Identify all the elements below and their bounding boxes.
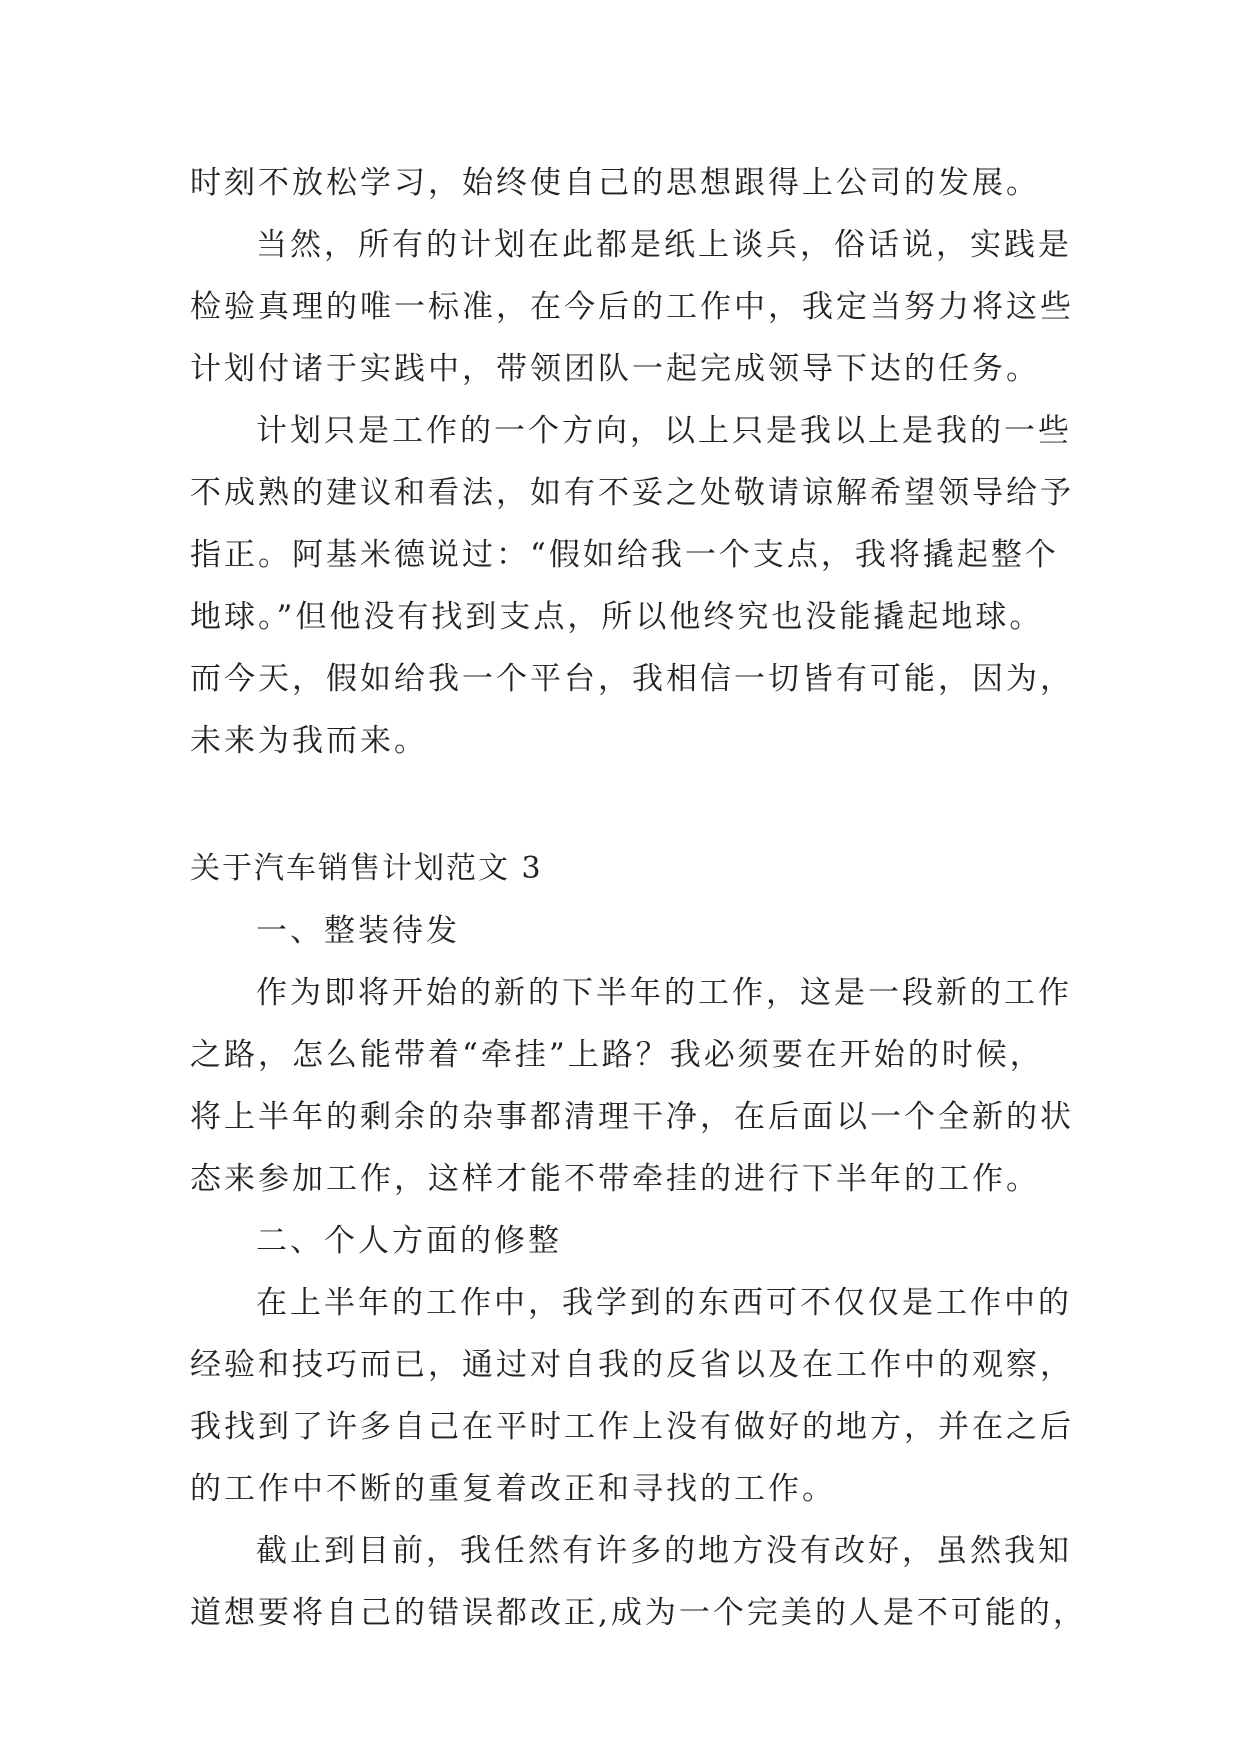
text-line: 计划付诸于实践中，带领团队一起完成领导下达的任务。 [190, 351, 1040, 387]
document-body [190, 152, 1087, 1644]
text-line: 的工作中不断的重复着改正和寻找的工作。 [190, 1471, 836, 1507]
text-line: 在上半年的工作中，我学到的东西可不仅仅是工作中的 [256, 1285, 1072, 1321]
paragraph-start [190, 962, 1074, 1210]
text-line: 作为即将开始的新的下半年的工作，这是一段新的工作 [256, 975, 1072, 1011]
text-line: 指正。阿基米德说过：“假如给我一个支点，我将撬起整个 [190, 537, 1059, 573]
text-line: 当然，所有的计划在此都是纸上谈兵，俗话说，实践是 [256, 227, 1072, 263]
text-line: 不成熟的建议和看法，如有不妥之处敬请谅解希望领导给予 [190, 475, 1074, 511]
text-line: 我找到了许多自己在平时工作上没有做好的地方，并在之后 [190, 1409, 1074, 1445]
text-line: 检验真理的唯一标准，在今后的工作中，我定当努力将这些 [190, 289, 1074, 325]
text-line: 之路，怎么能带着“牵挂”上路？我必须要在开始的时候， [190, 1037, 1044, 1073]
subheading-2: 二、个人方面的修整 [256, 1223, 562, 1259]
text-line: 未来为我而来。 [190, 723, 428, 759]
text-line: 时刻不放松学习，始终使自己的思想跟得上公司的发展。 [190, 165, 1040, 201]
text-line: 将上半年的剩余的杂事都清理干净，在后面以一个全新的状 [190, 1099, 1074, 1135]
text-line: 道想要将自己的错误都改正,成为一个完美的人是不可能的， [190, 1595, 1087, 1631]
text-line: 态来参加工作，这样才能不带牵挂的进行下半年的工作。 [190, 1161, 1040, 1197]
paragraph-learning [190, 1272, 1074, 1520]
text-line: 截止到目前，我任然有许多的地方没有改好，虽然我知 [256, 1533, 1072, 1569]
section-spacer [190, 772, 1070, 838]
text-line: 地球。”但他没有找到支点，所以他终究也没能撬起地球。 [190, 599, 1044, 635]
text-line: 而今天，假如给我一个平台，我相信一切皆有可能，因为， [190, 661, 1074, 697]
section-title: 关于汽车销售计划范文 3 [190, 851, 543, 886]
text-line: 计划只是工作的一个方向，以上只是我以上是我的一些 [256, 413, 1072, 449]
paragraph-practice [190, 214, 1074, 400]
text-line: 经验和技巧而已，通过对自我的反省以及在工作中的观察， [190, 1347, 1074, 1383]
paragraph-deadline [190, 1520, 1087, 1644]
subheading-1: 一、整装待发 [256, 913, 460, 949]
paragraph-direction [190, 400, 1074, 772]
